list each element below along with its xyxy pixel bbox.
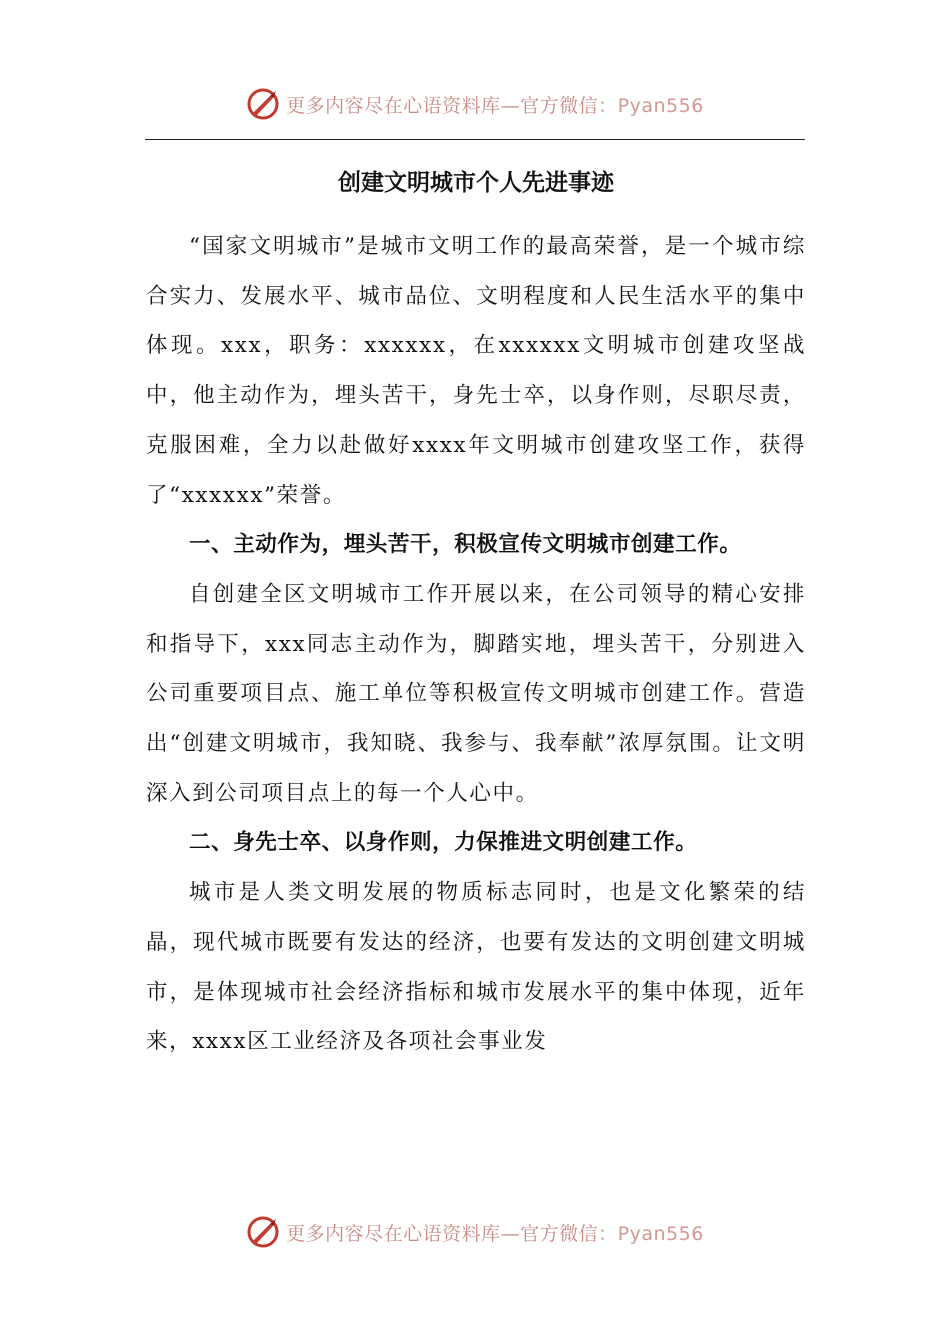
header-divider [145, 139, 805, 140]
section-2-heading: 二、身先士卒、以身作则，力保推进文明创建工作。 [189, 830, 698, 856]
banner-text [286, 1219, 704, 1246]
section-2-body: 城市是人类文明发展的物质标志同时，也是文化繁荣的结晶，现代城市既要有发达的经济，也要有发达的文明创建文明城市，是体现城市社会经济指标和城市发展水平的集中体现，近年来，xxxx区工业经济及各项社会事业发 [146, 880, 806, 1055]
footer-banner [0, 1212, 950, 1252]
banner-wechat-id: Pyan556 [617, 1222, 704, 1245]
intro-paragraph: “国家文明城市”是城市文明工作的最高荣誉，是一个城市综合实力、发展水平、城市品位、文明程度和人民生活水平的集中体现。xxx，职务：xxxxxx，在xxxxxx文明城市创建攻坚战中，他主动作为，埋头苦干，身先士卒，以身作则，尽职尽责，克服困难，全力以赴做好xxxx年文明城市创建攻坚工作，获得了“xxxxxx”荣誉。 [146, 234, 806, 508]
banner-slogan: 更多内容尽在心语资料库—官方微信： [286, 1222, 618, 1245]
quill-pen-logo-icon [246, 1215, 280, 1249]
banner-wechat-id: Pyan556 [617, 94, 704, 117]
section-1-body: 自创建全区文明城市工作开展以来，在公司领导的精心安排和指导下，xxx同志主动作为，脚踏实地，埋头苦干，分别进入公司重要项目点、施工单位等积极宣传文明城市创建工作。营造出“创建文明城市，我知晓、我参与、我奉献”浓厚氛围。让文明深入到公司项目点上的每一个人心中。 [146, 581, 806, 806]
header-banner [0, 84, 950, 124]
banner-slogan: 更多内容尽在心语资料库—官方微信： [286, 94, 618, 117]
section-1-heading: 一、主动作为，埋头苦干，积极宣传文明城市创建工作。 [189, 532, 742, 558]
document-title: 创建文明城市个人先进事迹 [338, 169, 614, 196]
quill-pen-logo-icon [246, 87, 280, 121]
document-body [146, 160, 806, 1067]
banner-text [286, 91, 704, 118]
